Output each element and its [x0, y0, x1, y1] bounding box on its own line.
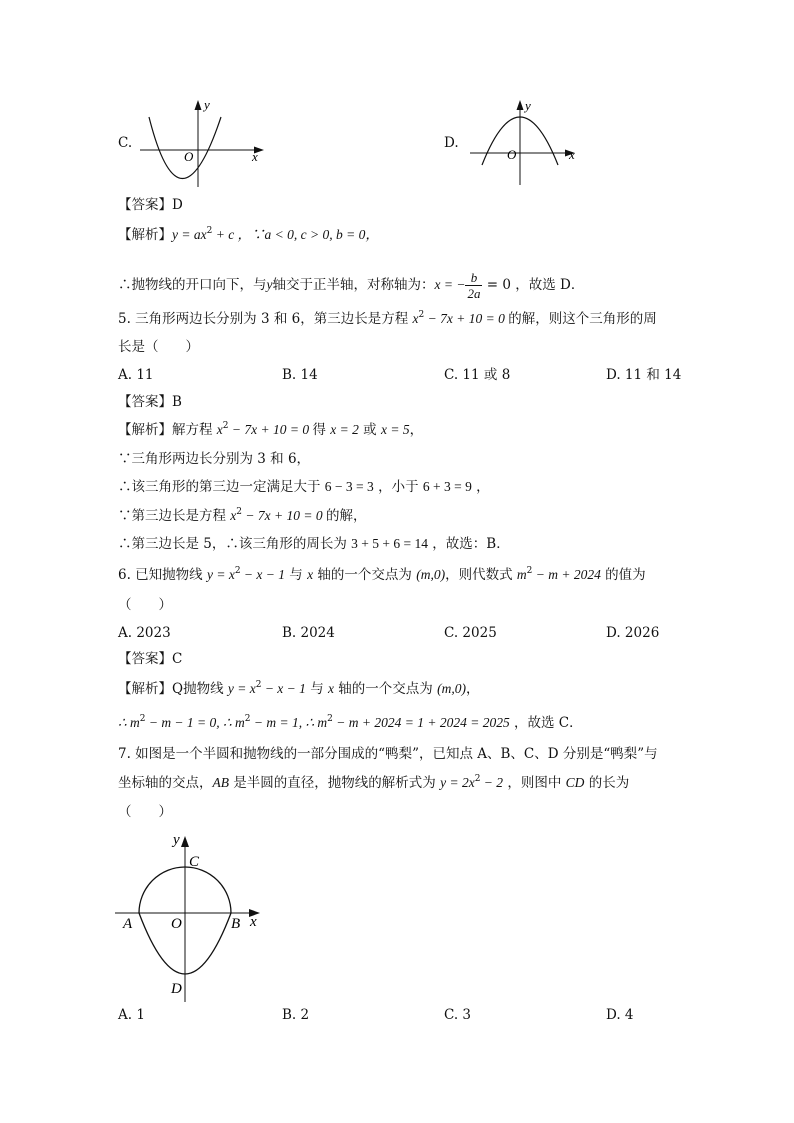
formula: x — [307, 567, 314, 582]
q5-analysis-line-2: ∵三角形两边长分别为 3 和 6， — [118, 451, 311, 467]
formula: m — [516, 567, 527, 582]
graph-d-origin-label: O — [507, 147, 517, 162]
formula: x = 2 — [330, 422, 359, 437]
q5-option-d: D. 11 和 14 — [606, 367, 682, 383]
formula: 6 − 3 = 3 — [324, 479, 374, 494]
text: ，则代数式 — [445, 567, 517, 583]
text: 与 — [285, 567, 308, 583]
q5-option-a: A. 11 — [118, 367, 154, 383]
formula: + c ，∵a < 0, c > 0, b = 0， — [212, 227, 379, 242]
text: 坐标轴的交点， — [118, 775, 213, 791]
graph-c-x-label: x — [252, 149, 258, 164]
q5-analysis-line-4: ∵第三边长是方程 $x^2 - 7x + 10 = 0$ 的解， — [118, 507, 367, 524]
q6-stem-line-2: （ ） — [118, 597, 172, 613]
text: 或 — [358, 422, 381, 438]
text: 与 — [305, 681, 328, 697]
formula: y = 2x — [440, 775, 475, 790]
text: Q抛物线 — [172, 681, 228, 697]
text: = 0 ，故选 D． — [482, 277, 585, 293]
fig-d-label: D — [171, 981, 182, 997]
q6-option-a: A. 2023 — [118, 625, 171, 641]
formula: − m − 1 = 0, ∴ m — [145, 715, 245, 730]
q4-analysis-line-1: 【解析】$y = ax^2 + c$ ，∵a < 0, c > 0, b = 0， — [118, 226, 379, 243]
formula: x — [230, 508, 237, 523]
fraction — [465, 270, 482, 301]
option-d-label: D. — [444, 135, 459, 151]
formula: CD — [565, 775, 585, 790]
q6-analysis-line-1: 【解析】Q抛物线 $y = x^2 - x - 1$ 与 x 轴的一个交点为 (m,0)， — [118, 680, 480, 697]
fraction-numerator: b — [465, 270, 482, 286]
option-c-label: C. — [118, 135, 133, 151]
graph-option-c — [140, 95, 270, 190]
text: ∴第三边长是 5，∴该三角形的周长为 — [118, 536, 352, 552]
formula: − x − 1 — [261, 681, 306, 696]
formula: − m + 2024 — [532, 567, 601, 582]
q5-stem-line-1: 5. 三角形两边长分别为 3 和 6，第三边长是方程 $x^2 - 7x + 10 = 0$ 的解，则这个三角形的周 — [118, 310, 657, 327]
q6-option-c: C. 2025 — [444, 625, 497, 641]
q5-stem-line-2: 长是（ ） — [118, 339, 199, 355]
formula: − m = 1, ∴ m — [250, 715, 328, 730]
formula: − 2 — [480, 775, 504, 790]
pear-figure — [115, 830, 275, 1005]
q7-option-a: A. 1 — [118, 1007, 145, 1023]
answer-value: D — [172, 197, 183, 213]
formula: (m,0) — [416, 567, 446, 582]
text: ，故选 C． — [509, 715, 583, 731]
text: 的长为 — [584, 775, 630, 791]
text: 的解，则这个三角形的周 — [508, 311, 657, 327]
formula: − 7x + 10 = 0 — [228, 422, 313, 437]
text: ∴抛物线的开口向下，与 — [118, 277, 267, 293]
fig-b-label: B — [231, 916, 241, 932]
fig-y-label: y — [173, 832, 180, 848]
q5-analysis-line-5 — [118, 535, 510, 553]
q7-stem-line-3: （ ） — [118, 804, 172, 820]
formula: AB — [212, 775, 229, 790]
formula: − x − 1 — [240, 567, 286, 582]
fraction-denominator: 2a — [467, 286, 481, 301]
q7-option-c: C. 3 — [444, 1007, 472, 1023]
formula: x — [216, 422, 223, 437]
graph-option-d — [470, 95, 590, 190]
q7-stem-line-1: 7. 如图是一个半圆和抛物线的一部分围成的“鸭梨”，已知点 A、B、C、D 分别是“鸭梨”与 — [118, 746, 658, 762]
text: 轴交于正半轴，对称轴为： — [272, 277, 435, 293]
answer-value: C — [172, 651, 183, 667]
answer-tag: 【答案】 — [118, 197, 172, 213]
analysis-tag: 【解析】 — [118, 422, 172, 438]
q7-option-d: D. 4 — [606, 1007, 634, 1023]
graph-c-origin-label: O — [184, 149, 194, 164]
formula: x — [328, 681, 334, 696]
text: 得 — [312, 422, 331, 438]
analysis-tag: 【解析】 — [118, 681, 172, 697]
graph-d-y-label: y — [525, 98, 531, 113]
q5-analysis-line-1: 【解析】解方程 $x^2 - 7x + 10 = 0$ 得 x = 2 或 x = 5， — [118, 421, 424, 438]
text: ，则图中 — [503, 775, 566, 791]
formula: y = x — [227, 681, 256, 696]
text: ，小于 — [373, 479, 423, 495]
formula: x — [412, 311, 419, 326]
formula: − 7x + 10 = 0 — [424, 311, 509, 326]
q7-option-b: B. 2 — [282, 1007, 310, 1023]
formula: 3 + 5 + 6 = 14 — [351, 536, 429, 551]
fig-c-label: C — [189, 854, 200, 870]
text: ，故选：B． — [428, 536, 510, 552]
q6-answer-line — [118, 650, 182, 668]
q4-answer-line — [118, 196, 183, 214]
q5-answer-line — [118, 393, 182, 411]
q5-option-b: B. 14 — [282, 367, 318, 383]
formula: 6 + 3 = 9 — [422, 479, 472, 494]
q5-analysis-line-3 — [118, 478, 490, 496]
formula: x = 5 — [380, 422, 410, 437]
text: 6. 已知抛物线 — [118, 567, 207, 583]
text: 的解， — [325, 508, 367, 524]
text: ∴该三角形的第三边一定满足大于 — [118, 479, 325, 495]
formula: y = x — [206, 567, 235, 582]
q7-stem-line-2: 坐标轴的交点，AB 是半圆的直径，抛物线的解析式为 $y = 2x^2 - 2$ ，则图中 CD 的长为 — [118, 774, 630, 791]
analysis-tag: 【解析】 — [118, 227, 172, 243]
q6-analysis-line-2: ∴ $m^2 - m - 1 = 0$, ∴ $m^2 - m = 1$, ∴ $m^2 - m + 2024 = 1 + 2024 = 2025$ ，故选 C． — [118, 714, 583, 731]
text: ， — [465, 681, 480, 697]
answer-tag: 【答案】 — [118, 651, 172, 667]
fig-x-label: x — [250, 914, 257, 930]
fig-a-label: A — [123, 916, 133, 932]
text: 轴的一个交点为 — [313, 567, 417, 583]
formula: y = ax — [172, 227, 207, 242]
graph-d-x-label: x — [569, 147, 575, 162]
formula: (m,0) — [437, 681, 466, 696]
fig-o-label: O — [171, 916, 182, 932]
text: 解方程 — [172, 422, 217, 438]
q6-stem-line-1: 6. 已知抛物线 $y = x^2 - x - 1$ 与 x 轴的一个交点为 (m,0)，则代数式 $m^2 - m + 2024$ 的值为 — [118, 566, 646, 583]
text: 5. 三角形两边长分别为 3 和 6，第三边长是方程 — [118, 311, 413, 327]
text: ， — [471, 479, 490, 495]
text: 是半圆的直径，抛物线的解析式为 — [229, 775, 441, 791]
text: ， — [409, 422, 424, 438]
text: 的值为 — [600, 567, 646, 583]
q4-analysis-line-2 — [118, 270, 584, 301]
answer-value: B — [172, 394, 182, 410]
answer-tag: 【答案】 — [118, 394, 172, 410]
text: ∵第三边长是方程 — [118, 508, 231, 524]
formula: y — [266, 277, 273, 292]
formula: − 7x + 10 = 0 — [242, 508, 326, 523]
q6-option-d: D. 2026 — [606, 625, 660, 641]
graph-c-y-label: y — [204, 97, 210, 112]
formula: ∴ m — [118, 715, 140, 730]
formula: x = − — [434, 277, 466, 292]
text: 轴的一个交点为 — [334, 681, 438, 697]
q5-option-c: C. 11 或 8 — [444, 367, 511, 383]
formula: − m + 2024 = 1 + 2024 = 2025 — [332, 715, 510, 730]
q6-option-b: B. 2024 — [282, 625, 335, 641]
